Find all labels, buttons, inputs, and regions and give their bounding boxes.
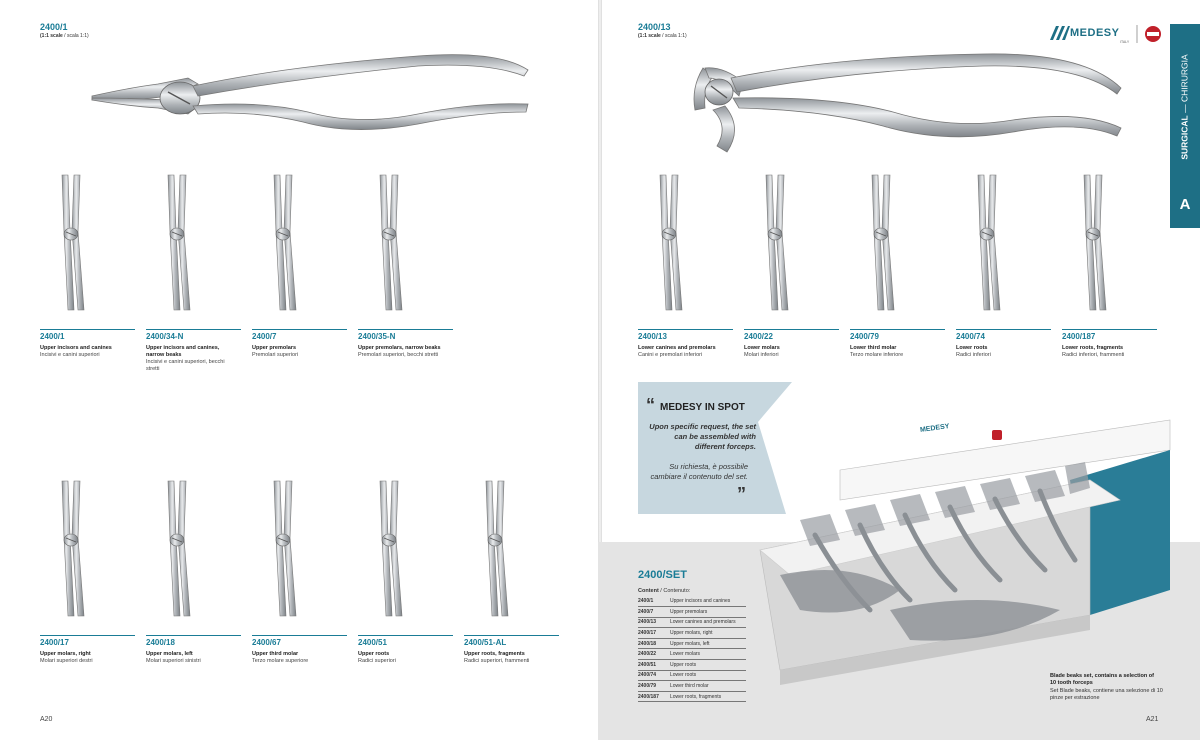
row-code: 2400/74: [638, 670, 670, 681]
row-desc: Lower canines and premolars: [670, 617, 746, 628]
row-desc: Upper incisors and canines: [670, 596, 746, 607]
product-name-it: Radici inferiori, frammenti: [1062, 352, 1125, 358]
table-row: [638, 649, 746, 660]
product-name-it: Premolari superiori, becchi stretti: [358, 352, 439, 358]
product-name-it: Molari inferiori: [744, 352, 779, 358]
spot-text-it: Su richiesta, è possibile cambiare il contenuto del set.: [650, 462, 748, 481]
product-name-it: Radici superiori: [358, 658, 396, 664]
row-code: 2400/22: [638, 649, 670, 660]
table-row: [638, 617, 746, 628]
product-code: 2400/34-N: [146, 332, 184, 341]
product-name-en: Upper roots, fragments: [464, 651, 525, 657]
forceps-image: [44, 476, 144, 626]
product-rule: [850, 329, 945, 330]
forceps-image: [468, 476, 568, 626]
forceps-image: [256, 476, 356, 626]
product-name-it: Canini e premolari inferiori: [638, 352, 703, 358]
hero-scale-left: (1:1 scale / scala 1:1): [40, 33, 89, 39]
product-rule: [358, 329, 453, 330]
product-code: 2400/51: [358, 638, 387, 647]
set-box-logo: MEDESY: [919, 422, 950, 435]
product-code: 2400/35-N: [358, 332, 396, 341]
row-code: 2400/7: [638, 607, 670, 618]
product-rule: [146, 329, 241, 330]
forceps-image: [642, 170, 742, 320]
product-name-en: Lower roots: [956, 345, 988, 351]
product-name-en: Lower third molar: [850, 345, 897, 351]
product-rule: [252, 329, 347, 330]
row-code: 2400/1: [638, 596, 670, 607]
forceps-image: [960, 170, 1060, 320]
product-name-en: Lower molars: [744, 345, 780, 351]
product-name-en: Upper third molar: [252, 651, 299, 657]
forceps-image: [150, 476, 250, 626]
row-code: 2400/17: [638, 628, 670, 639]
product-name-en: Upper incisors and canines: [40, 345, 112, 351]
row-desc: Lower roots, fragments: [670, 691, 746, 702]
row-code: 2400/51: [638, 660, 670, 671]
medesy-logo-sub: ITALY: [1120, 40, 1130, 44]
forceps-image: [362, 170, 462, 320]
product-name-it: Incisivi e canini superiori, becchi stretti: [146, 359, 225, 372]
set-box-image: [760, 410, 1180, 680]
hero-forceps-image-right: [683, 48, 1123, 158]
table-row: [638, 596, 746, 607]
row-desc: Lower third molar: [670, 681, 746, 692]
product-name-en: Upper premolars: [252, 345, 297, 351]
spot-title: MEDESY IN SPOT: [660, 402, 745, 413]
product-rule: [638, 329, 733, 330]
set-title: 2400/SET: [638, 569, 687, 581]
hero-code-left: 2400/1: [40, 22, 68, 32]
product-code: 2400/18: [146, 638, 175, 647]
spot-open-quote: “: [646, 395, 655, 415]
table-row: [638, 607, 746, 618]
forceps-image: [256, 170, 356, 320]
product-name-en: Lower roots, fragments: [1062, 345, 1124, 351]
product-name-it: Molari superiori sinistri: [146, 658, 201, 664]
logo-divider-and-badge-icon: [1135, 25, 1163, 43]
product-code: 2400/79: [850, 332, 879, 341]
product-name-en: Upper molars, right: [40, 651, 91, 657]
product-name-it: Incisivi e canini superiori: [40, 352, 100, 358]
product-rule: [146, 635, 241, 636]
set-content-label: Content / Contenuto:: [638, 588, 691, 594]
row-code: 2400/187: [638, 691, 670, 702]
table-row: [638, 660, 746, 671]
section-side-tab-label: SURGICAL — CHIRURGIA: [1180, 53, 1190, 160]
row-code: 2400/18: [638, 638, 670, 649]
product-rule: [464, 635, 559, 636]
product-code: 2400/67: [252, 638, 281, 647]
product-name-en: Upper incisors and canines, narrow beaks: [146, 345, 220, 358]
product-rule: [744, 329, 839, 330]
forceps-image: [44, 170, 144, 320]
page-number-left: A20: [40, 716, 53, 723]
product-code: 2400/17: [40, 638, 69, 647]
product-code: 2400/51-AL: [464, 638, 507, 647]
product-code: 2400/187: [1062, 332, 1096, 341]
table-row: [638, 670, 746, 681]
product-code: 2400/13: [638, 332, 667, 341]
forceps-image: [1066, 170, 1166, 320]
forceps-image: [748, 170, 848, 320]
section-letter: A: [1179, 196, 1191, 213]
row-desc: Upper roots: [670, 660, 746, 671]
table-row: [638, 681, 746, 692]
product-name-en: Upper molars, left: [146, 651, 193, 657]
product-rule: [40, 329, 135, 330]
hero-scale-right: (1:1 scale / scala 1:1): [638, 33, 687, 39]
set-content-table: [638, 596, 746, 702]
forceps-image: [854, 170, 954, 320]
product-name-it: Molari superiori destri: [40, 658, 93, 664]
page-number-right: A21: [1146, 716, 1159, 723]
hero-code-right: 2400/13: [638, 22, 671, 32]
row-desc: Upper molars, left: [670, 638, 746, 649]
product-name-en: Upper roots: [358, 651, 390, 657]
product-code: 2400/1: [40, 332, 65, 341]
set-description-en: Blade beaks set, contains a selection of 10 tooth forceps: [1050, 673, 1154, 686]
row-desc: Lower roots: [670, 670, 746, 681]
product-name-it: Radici inferiori: [956, 352, 991, 358]
product-name-en: Upper premolars, narrow beaks: [358, 345, 441, 351]
table-row: [638, 691, 746, 702]
product-code: 2400/7: [252, 332, 277, 341]
product-rule: [956, 329, 1051, 330]
product-rule: [252, 635, 347, 636]
table-row: [638, 628, 746, 639]
product-rule: [40, 635, 135, 636]
row-code: 2400/13: [638, 617, 670, 628]
product-name-it: Terzo molare inferiore: [850, 352, 904, 358]
row-code: 2400/79: [638, 681, 670, 692]
row-desc: Lower molars: [670, 649, 746, 660]
product-rule: [358, 635, 453, 636]
product-name-it: Radici superiori, frammenti: [464, 658, 530, 664]
product-name-it: Terzo molare superiore: [252, 658, 309, 664]
product-code: 2400/22: [744, 332, 773, 341]
row-desc: Upper premolars: [670, 607, 746, 618]
spot-text-en: Upon specific request, the set can be assembled with different forceps.: [649, 422, 756, 451]
forceps-image: [150, 170, 250, 320]
forceps-image: [362, 476, 462, 626]
product-rule: [1062, 329, 1157, 330]
product-name-it: Premolari superiori: [252, 352, 299, 358]
table-row: [638, 638, 746, 649]
product-code: 2400/74: [956, 332, 985, 341]
hero-forceps-image-left: [88, 48, 528, 133]
spot-close-quote: ”: [737, 484, 746, 504]
set-description-it: Set Blade beaks, contiene una selezione di 10 pinze per estrazione: [1050, 688, 1163, 701]
product-name-en: Lower canines and premolars: [638, 345, 716, 351]
row-desc: Upper molars, right: [670, 628, 746, 639]
medesy-logo-text: MEDESY: [1070, 27, 1120, 39]
medesy-logo-mark-icon: [1048, 24, 1070, 42]
